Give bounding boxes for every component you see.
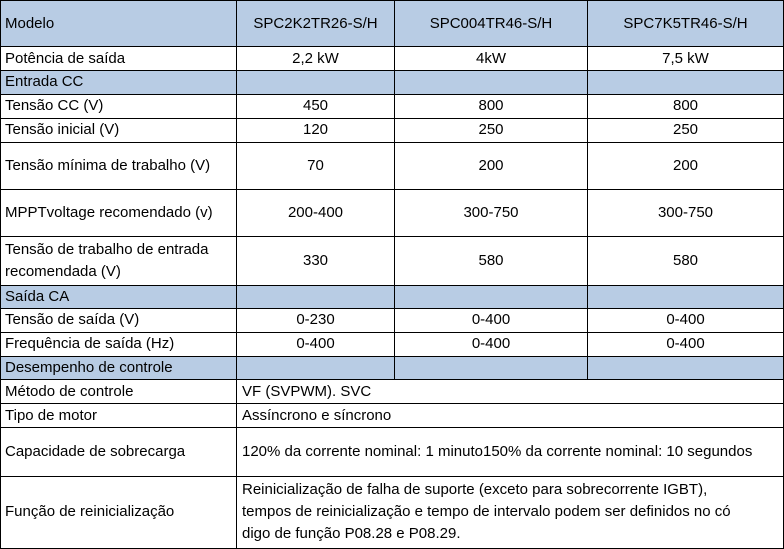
cell-value: 7,5 kW bbox=[588, 47, 784, 71]
table-row bbox=[1, 190, 784, 237]
table-row bbox=[1, 118, 784, 142]
empty-cell bbox=[237, 71, 395, 94]
cell-value: 200 bbox=[395, 142, 588, 189]
cell-value: 70 bbox=[237, 142, 395, 189]
cell-value: 800 bbox=[395, 94, 588, 118]
restart-line-1: Reinicialização de falha de suporte (exceto para sobrecorrente IGBT), bbox=[242, 481, 708, 499]
table-row bbox=[1, 404, 784, 428]
empty-cell bbox=[395, 356, 588, 379]
cell-value: 0-400 bbox=[395, 332, 588, 356]
cell-value: 450 bbox=[237, 94, 395, 118]
cell-value-wide: VF (SVPWM). SVC bbox=[237, 380, 784, 404]
cell-value: 300-750 bbox=[588, 190, 784, 237]
table-row bbox=[1, 94, 784, 118]
cell-value: 0-400 bbox=[237, 332, 395, 356]
cell-value: 0-400 bbox=[588, 332, 784, 356]
table-row bbox=[1, 308, 784, 332]
cell-value-wide: 120% da corrente nominal: 1 minuto150% da corrente nominal: 10 segundos bbox=[237, 428, 784, 476]
header-model-2: SPC004TR46-S/H bbox=[395, 1, 588, 47]
cell-value: 800 bbox=[588, 94, 784, 118]
row-label: Frequência de saída (Hz) bbox=[1, 332, 237, 356]
empty-cell bbox=[588, 356, 784, 379]
table-row bbox=[1, 142, 784, 189]
header-model-label: Modelo bbox=[1, 1, 237, 47]
empty-cell bbox=[237, 285, 395, 308]
section-row-ac bbox=[1, 285, 784, 308]
empty-cell bbox=[588, 285, 784, 308]
section-label: Saída CA bbox=[1, 285, 237, 308]
row-label: Função de reinicialização bbox=[1, 476, 237, 549]
header-model-3: SPC7K5TR46-S/H bbox=[588, 1, 784, 47]
empty-cell bbox=[395, 71, 588, 94]
row-label: Tensão mínima de trabalho (V) bbox=[1, 142, 237, 189]
header-model-1: SPC2K2TR26-S/H bbox=[237, 1, 395, 47]
row-label: MPPTvoltage recomendado (v) bbox=[1, 190, 237, 237]
cell-value: 300-750 bbox=[395, 190, 588, 237]
empty-cell bbox=[237, 356, 395, 379]
row-label: Potência de saída bbox=[1, 47, 237, 71]
row-label: Tensão de saída (V) bbox=[1, 308, 237, 332]
cell-value-wide: Assíncrono e síncrono bbox=[237, 404, 784, 428]
restart-line-3: digo de função P08.28 e P08.29. bbox=[242, 525, 461, 543]
section-row-control bbox=[1, 356, 784, 379]
section-label: Desempenho de controle bbox=[1, 356, 237, 379]
cell-value: 580 bbox=[588, 237, 784, 285]
cell-value: 0-230 bbox=[237, 308, 395, 332]
row-label: Tipo de motor bbox=[1, 404, 237, 428]
cell-value: 0-400 bbox=[395, 308, 588, 332]
cell-value: 580 bbox=[395, 237, 588, 285]
row-label: Tensão inicial (V) bbox=[1, 118, 237, 142]
row-label: Tensão de trabalho de entrada recomendada (V) bbox=[1, 237, 237, 285]
table-row bbox=[1, 428, 784, 476]
empty-cell bbox=[588, 71, 784, 94]
cell-value: 0-400 bbox=[588, 308, 784, 332]
table-row bbox=[1, 332, 784, 356]
header-row bbox=[1, 1, 784, 47]
cell-value: 2,2 kW bbox=[237, 47, 395, 71]
section-row-dc bbox=[1, 71, 784, 94]
section-label: Entrada CC bbox=[1, 71, 237, 94]
table-row bbox=[1, 380, 784, 404]
cell-value: 200-400 bbox=[237, 190, 395, 237]
cell-value: 330 bbox=[237, 237, 395, 285]
cell-value: 250 bbox=[588, 118, 784, 142]
row-label: Tensão CC (V) bbox=[1, 94, 237, 118]
table-row bbox=[1, 237, 784, 285]
cell-value-wide bbox=[237, 476, 784, 549]
cell-value: 120 bbox=[237, 118, 395, 142]
cell-value: 4kW bbox=[395, 47, 588, 71]
table-row bbox=[1, 476, 784, 549]
restart-line-2: tempos de reinicialização e tempo de intervalo podem ser definidos no có bbox=[242, 503, 731, 521]
row-label: Capacidade de sobrecarga bbox=[1, 428, 237, 476]
empty-cell bbox=[395, 285, 588, 308]
cell-value: 200 bbox=[588, 142, 784, 189]
row-label: Método de controle bbox=[1, 380, 237, 404]
table-row bbox=[1, 47, 784, 71]
cell-value: 250 bbox=[395, 118, 588, 142]
